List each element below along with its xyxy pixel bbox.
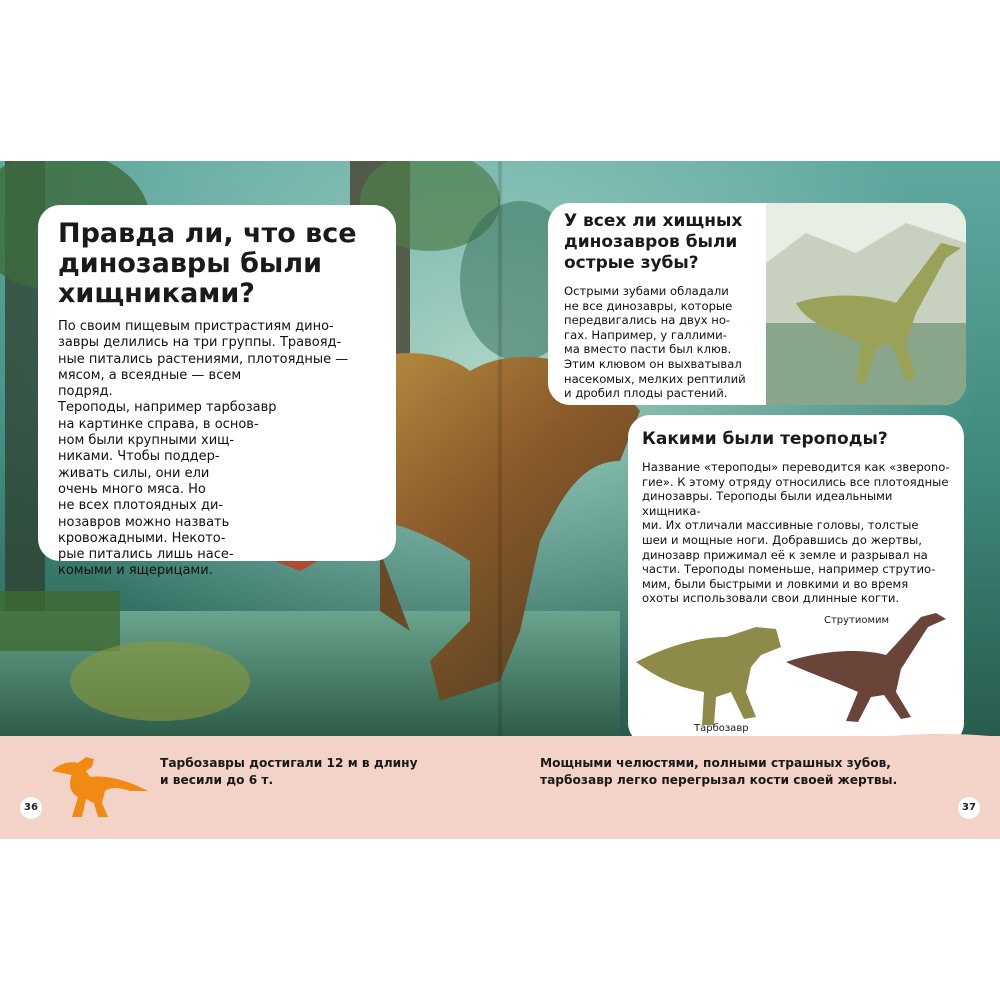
body-line: комыми и ящерицами. [58, 563, 213, 579]
body-line: ные питались растениями, плотоядные — [58, 351, 349, 367]
body-line: передвигались на двух но- [564, 313, 731, 328]
question-card-theropods [628, 415, 964, 745]
body-line: рые питались лишь насе- [58, 547, 234, 563]
body-line: живать силы, они ели [58, 465, 210, 481]
theropods-illustration [636, 607, 956, 737]
card-body [58, 319, 382, 580]
right-caption [540, 755, 920, 789]
body-line: не все динозавры, которые [564, 298, 733, 313]
body-line: Тероподы, например тарбозавр [58, 400, 277, 416]
body-line: гах. Например, у галлими- [564, 327, 727, 342]
body-line: динозавры. Тероподы были идеальными хищника- [642, 489, 893, 518]
title-line: острые зубы? [564, 253, 699, 273]
body-line: шеи и мощные ноги. Добравшись до жертвы, [642, 532, 922, 547]
body-line: не всех плотоядных ди- [58, 498, 224, 514]
card-title [58, 219, 382, 309]
left-caption [160, 755, 480, 789]
body-line: части. Тероподы поменьше, например струтио- [642, 562, 936, 577]
caption-line: и весили до 6 т. [160, 773, 274, 787]
title-line: динозавров были [564, 232, 738, 252]
body-line: охоты использовали свои длинные когти. [642, 591, 900, 606]
card-body [564, 284, 764, 401]
card-title [564, 211, 754, 274]
body-line: завры делились на три группы. Травояд- [58, 335, 342, 351]
gallimimus-illustration [766, 203, 966, 405]
body-line: ма вместо пасти был клюв. [564, 342, 732, 357]
body-line: мясом, а всеядные — всем подряд. [58, 367, 242, 400]
card-body [642, 460, 950, 606]
body-line: мим, были быстрыми и ловкими и во время [642, 576, 909, 591]
body-line: динозавр прижимал её к земле и разрывал на [642, 547, 928, 562]
tarbosaurus-label: Тарбозавр [694, 723, 749, 734]
caption-line: тарбозавр легко перегрызал кости своей жертвы. [540, 773, 898, 787]
body-line: на картинке справа, в основ- [58, 416, 259, 432]
body-line: кровожадными. Некото- [58, 530, 226, 546]
page-number-right: 37 [958, 797, 980, 819]
body-line: никами. Чтобы поддер- [58, 449, 220, 465]
body-line: По своим пищевым пристрастиям дино- [58, 319, 334, 334]
caption-line: Мощными челюстями, полными страшных зубов, [540, 756, 891, 770]
body-line: ми. Их отличали массивные головы, толстые [642, 518, 919, 533]
body-line: нозавров можно назвать [58, 514, 230, 530]
card-title: Какими были тероподы? [642, 429, 888, 449]
body-line: насекомых, мелких рептилий [564, 371, 746, 386]
page-number-left: 36 [20, 797, 42, 819]
body-line: очень много мяса. Но [58, 481, 206, 497]
body-line: Название «тероподы» переводится как «зверono- [642, 460, 950, 474]
body-line: Этим клювом он выхватывал [564, 356, 742, 371]
struthiomimus-label: Струтиомим [824, 615, 890, 626]
title-line: Правда ли, что все [58, 218, 357, 249]
body-line: гие». К этому отряду относились все плотоядные [642, 474, 949, 489]
title-line: У всех ли хищных [564, 211, 743, 231]
body-line: ном были крупными хищ- [58, 433, 235, 449]
caption-line: Тарбозавры достигали 12 м в длину [160, 756, 418, 770]
title-line: хищниками? [58, 278, 255, 309]
question-card-predators [38, 205, 396, 579]
dinosaur-silhouette-icon [50, 751, 150, 821]
title-line: динозавры были [58, 248, 323, 279]
book-spread [0, 161, 1000, 839]
body-line: Острыми зубами обладали [564, 284, 729, 298]
body-line: и дробил плоды растений. [564, 386, 728, 401]
question-card-teeth [548, 203, 966, 405]
